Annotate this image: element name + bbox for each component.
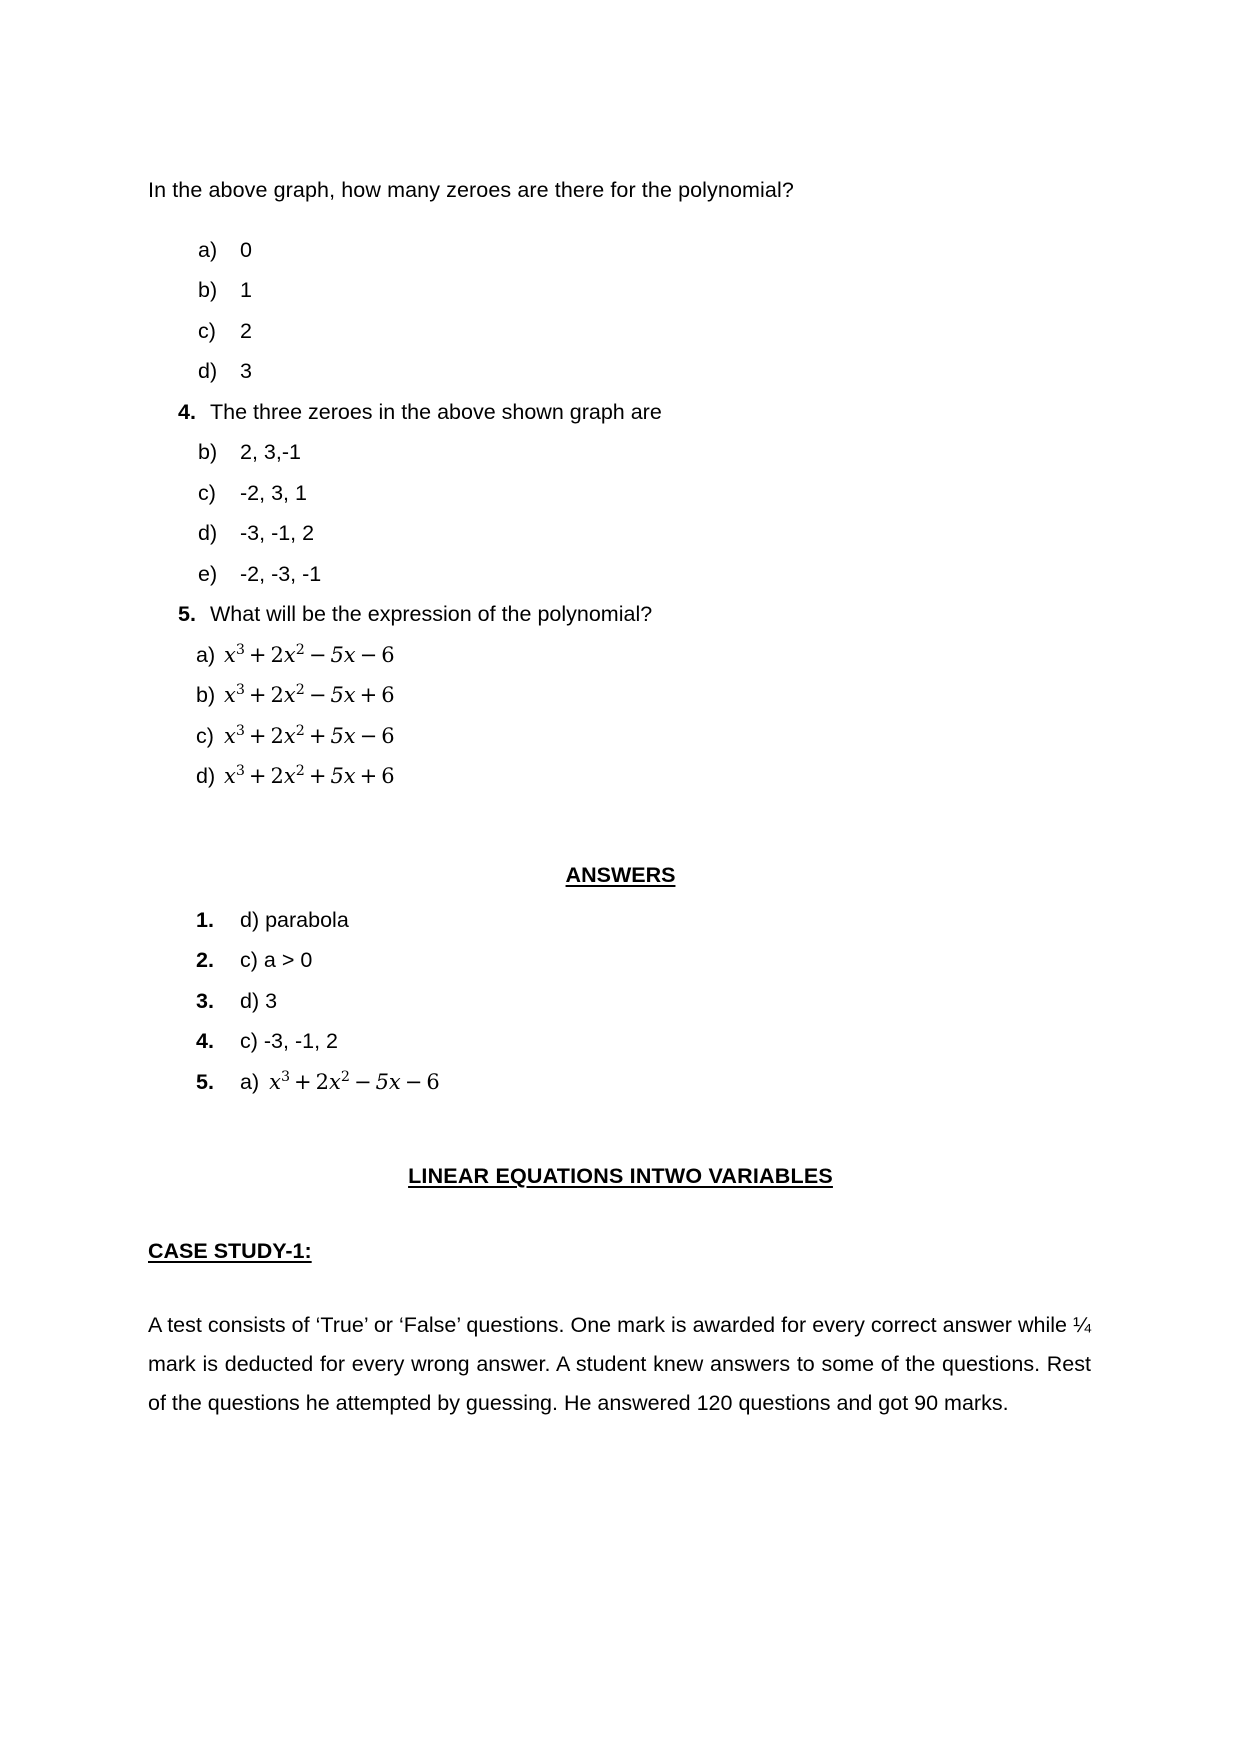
option-marker: c) [198, 480, 216, 505]
answers-heading [148, 863, 1093, 888]
option-item[interactable] [148, 442, 1093, 464]
option-marker: c) [196, 723, 214, 748]
option-marker: b) [198, 440, 218, 464]
polynomial-expression: $x^3 + 2x^2 + 5x - 6$ [224, 722, 395, 748]
spacer [148, 888, 1093, 910]
question-number: 4. [178, 399, 196, 424]
case-study-paragraph: A test consists of ‘True’ or ‘False’ questions. One mark is awarded for every correct answer while ¼ mark is deducted for every wrong answer. A student knew answers to some of the questions. Rest of the questions he attempted by guessing. He answered 120 questions and got 90 marks. [148, 1313, 1091, 1416]
option-text: 2, 3,-1 [240, 440, 301, 464]
answer-number: 1. [196, 907, 214, 932]
option-item[interactable] [148, 237, 1093, 262]
polynomial-expression: $x^3 + 2x^2 - 5x + 6$ [224, 682, 395, 707]
option-item[interactable] [148, 561, 1093, 586]
option-marker: a) [198, 237, 218, 262]
answer-number: 4. [196, 1029, 214, 1053]
option-item[interactable] [148, 480, 1093, 505]
answer-number: 5. [196, 1069, 214, 1094]
option-text: -2, 3, 1 [240, 480, 307, 505]
question-4 [148, 399, 1093, 424]
polynomial-expression: $x^3 + 2x^2 - 5x - 6$ [224, 641, 395, 667]
option-marker: e) [198, 561, 218, 586]
option-text: 2 [240, 318, 252, 343]
option-item[interactable] [148, 523, 1093, 545]
option-item-math[interactable] [148, 641, 1093, 667]
answer-text: d) parabola [240, 907, 349, 932]
option-marker: b) [196, 683, 216, 707]
question-5 [148, 604, 1093, 626]
answer-number: 2. [196, 948, 214, 972]
option-marker: d) [198, 521, 218, 545]
answer-item [148, 1068, 1093, 1094]
question3-options [148, 237, 1093, 383]
spacer [148, 807, 1093, 863]
answer-item [148, 950, 1093, 972]
option-marker: a) [196, 642, 216, 667]
option-text: 3 [240, 359, 252, 383]
question-number: 5. [178, 602, 196, 626]
spacer [148, 1112, 1093, 1164]
option-item[interactable] [148, 280, 1093, 302]
option-text: -2, -3, -1 [240, 561, 322, 586]
option-marker: b) [198, 278, 218, 302]
option-item-math[interactable] [148, 763, 1093, 788]
spacer [148, 1189, 1093, 1239]
question-text: What will be the expression of the polynomial? [210, 602, 653, 626]
polynomial-expression: $x^3 + 2x^2 - 5x - 6$ [269, 1068, 440, 1094]
case-study-label-text: CASE STUDY-1: [148, 1239, 312, 1263]
option-text: 1 [240, 278, 252, 302]
answer-text: c) a > 0 [240, 948, 313, 972]
question-text: The three zeroes in the above shown graph are [210, 399, 662, 424]
answer-number: 3. [196, 988, 214, 1013]
answer-text: c) -3, -1, 2 [240, 1029, 338, 1053]
answer-item [148, 907, 1093, 932]
answer-text: d) 3 [240, 988, 278, 1013]
option-marker: c) [198, 318, 216, 343]
spacer [148, 1264, 1093, 1306]
polynomial-expression: $x^3 + 2x^2 + 5x + 6$ [224, 763, 395, 788]
option-text: 0 [240, 237, 252, 262]
option-item[interactable] [148, 318, 1093, 343]
stem-question: In the above graph, how many zeroes are there for the polynomial? [148, 178, 794, 202]
option-item-math[interactable] [148, 722, 1093, 748]
answers-list [148, 907, 1093, 1094]
option-marker: d) [196, 764, 216, 788]
answer-marker: a) [240, 1069, 260, 1094]
section-heading [148, 1164, 1093, 1189]
option-item[interactable] [148, 361, 1093, 383]
answers-heading-text: ANSWERS [565, 862, 676, 887]
section-heading-text: LINEAR EQUATIONS INTWO VARIABLES [408, 1164, 833, 1188]
question4-options [148, 442, 1093, 585]
answer-item [148, 988, 1093, 1013]
option-marker: d) [198, 359, 218, 383]
option-item-math[interactable] [148, 682, 1093, 707]
answer-item [148, 1031, 1093, 1053]
case-study-label [148, 1239, 1093, 1264]
option-text: -3, -1, 2 [240, 521, 315, 545]
